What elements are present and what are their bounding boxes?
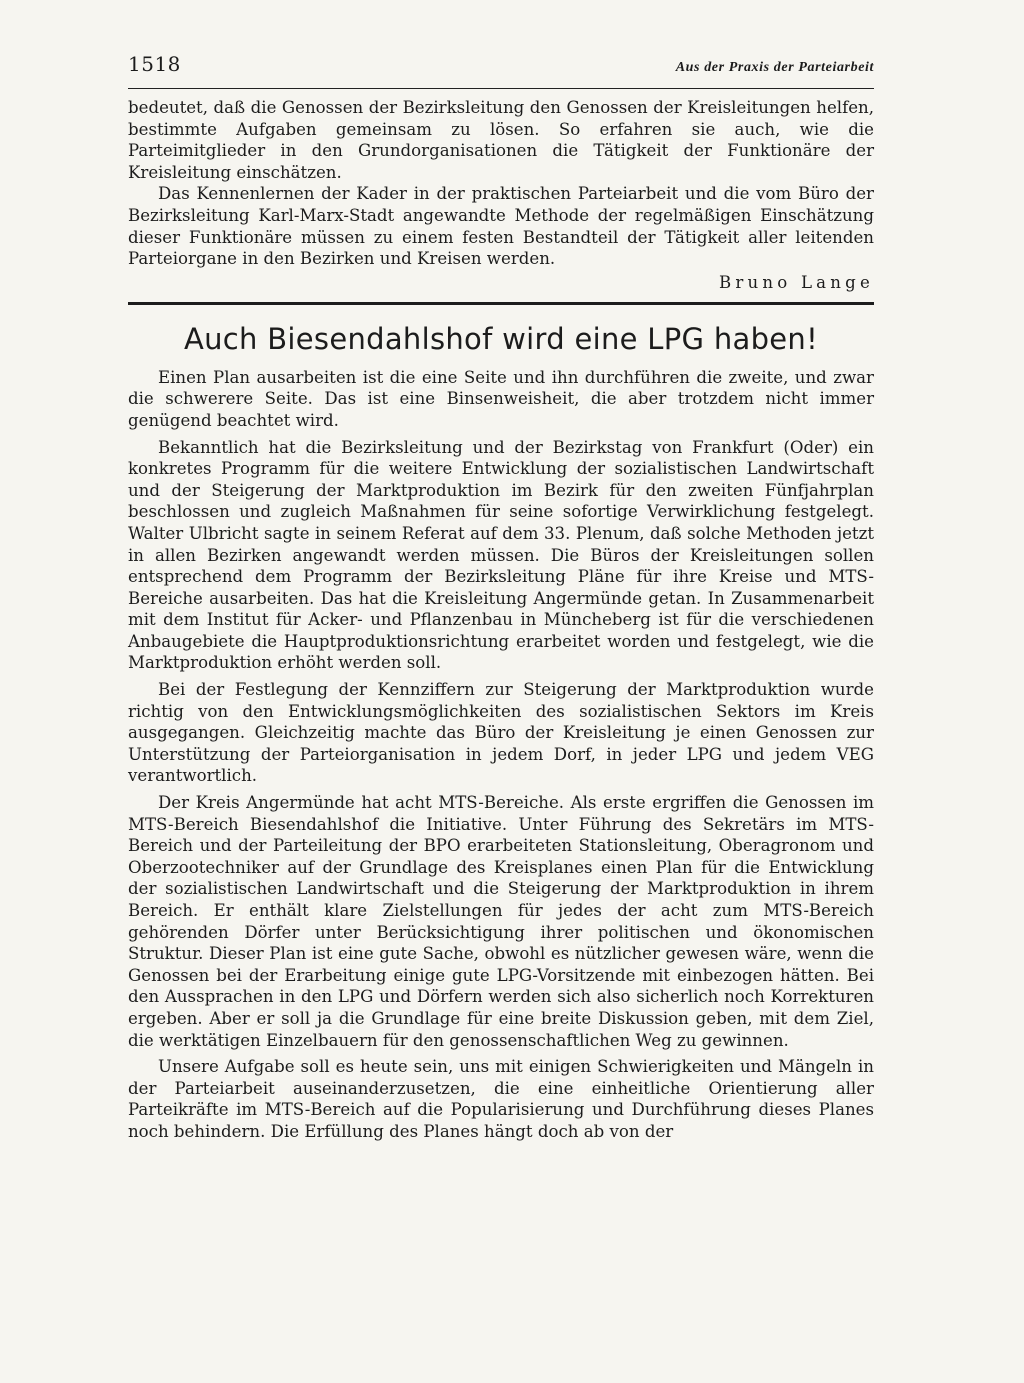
paragraph: Der Kreis Angermünde hat acht MTS-Bereiche. Als erste ergriffen die Genossen im MTS-Bereich Biesendahlshof die Initiative. Unter Führung des Sekretärs im MTS-Bereich und der Parteileitung der BPO erarbeiteten Stationsleitung, Oberagronom und Oberzootechniker auf der Grundlage des Kreisplanes einen Plan für die Entwicklung der sozialistischen Landwirtschaft und die Steigerung der Marktproduktion in ihrem Bereich. Er enthält klare Zielstellungen für jedes der acht zum MTS-Bereich gehörenden Dörfer unter Berücksichtigung ihrer politischen und ökonomischen Struktur. Dieser Plan ist eine gute Sache, obwohl es nützlicher gewesen wäre, wenn die Genossen bei der Erarbeitung einige gute LPG-Vorsitzende mit einbezogen hätten. Bei den Aussprachen in den LPG und Dörfern werden sich also sicherlich noch Korrekturen ergeben. Aber er soll ja die Grundlage für eine breite Diskussion geben, mit dem Ziel, die werktätigen Einzelbauern für den genossenschaftlichen Weg zu gewinnen. (128, 793, 874, 1050)
paragraph: bedeutet, daß die Genossen der Bezirksleitung den Genossen der Kreisleitungen helfen, bestimmte Aufgaben gemeinsam zu lösen. So erfahren sie auch, wie die Parteimitglieder in den Grundorganisationen die Tätigkeit der Funktionäre der Kreisleitung einschätzen. (128, 98, 874, 182)
paragraph: Bekanntlich hat die Bezirksleitung und der Bezirkstag von Frankfurt (Oder) ein konkretes Programm für die weitere Entwicklung der sozialistischen Landwirtschaft und der Steigerung der Marktproduktion im Bezirk für den zweiten Fünfjahrplan beschlossen und zugleich Maßnahmen für seine sofortige Verwirklichung festgelegt. Walter Ulbricht sagte in seinem Referat auf dem 33. Plenum, daß solche Methoden jetzt in allen Bezirken angewandt werden müssen. Die Büros der Kreisleitungen sollen entsprechend dem Programm der Bezirksleitung Pläne für ihre Kreise und MTS-Bereiche ausarbeiten. Das hat die Kreisleitung Angermünde getan. In Zusammenarbeit mit dem Institut für Acker- und Pflanzenbau in Müncheberg ist für die verschiedenen Anbaugebiete die Hauptproduktionsrichtung erarbeitet worden und festgelegt, wie die Marktproduktion erhöht werden soll. (128, 437, 874, 673)
author-signature: Bruno Lange (718, 272, 874, 292)
section-divider (128, 302, 874, 305)
article-body (128, 367, 874, 1143)
paragraph: Bei der Festlegung der Kennziffern zur Steigerung der Marktproduktion wurde richtig von den Entwicklungsmöglichkeiten des sozialistischen Sektors im Kreis ausgegangen. Gleichzeitig machte das Büro der Kreisleitung je einen Genossen zur Unterstützung der Parteiorganisation in jedem Dorf, in jeder LPG und jedem VEG verantwortlich. (128, 680, 874, 786)
page-number: 1518 (128, 52, 181, 76)
article-title: Auch Biesendahlshof wird eine LPG haben! (183, 321, 819, 356)
page-header (128, 52, 874, 86)
running-title: Aus der Praxis der Parteiarbeit (675, 60, 874, 75)
paragraph: Einen Plan ausarbeiten ist die eine Seite und ihn durchführen die zweite, und zwar die schwerere Seite. Das ist eine Binsenweisheit, die aber trotzdem nicht immer genügend beachtet wird. (128, 367, 874, 430)
paragraph: Unsere Aufgabe soll es heute sein, uns mit einigen Schwierigkeiten und Mängeln in der Parteiarbeit auseinanderzusetzen, die eine einheitliche Orientierung aller Parteikräfte im MTS-Bereich auf die Popularisierung und Durchführung dieses Planes noch behindern. Die Erfüllung des Planes hängt doch ab von der (128, 1057, 874, 1141)
header-rule (128, 88, 874, 89)
document-page (128, 52, 874, 1148)
paragraph: Das Kennenlernen der Kader in der praktischen Parteiarbeit und die vom Büro der Bezirksleitung Karl-Marx-Stadt angewandte Methode der regelmäßigen Einschätzung dieser Funktionäre müssen zu einem festen Bestandteil der Tätigkeit aller leitenden Parteiorgane in den Bezirken und Kreisen werden. (128, 184, 874, 269)
previous-article-end (128, 97, 874, 294)
